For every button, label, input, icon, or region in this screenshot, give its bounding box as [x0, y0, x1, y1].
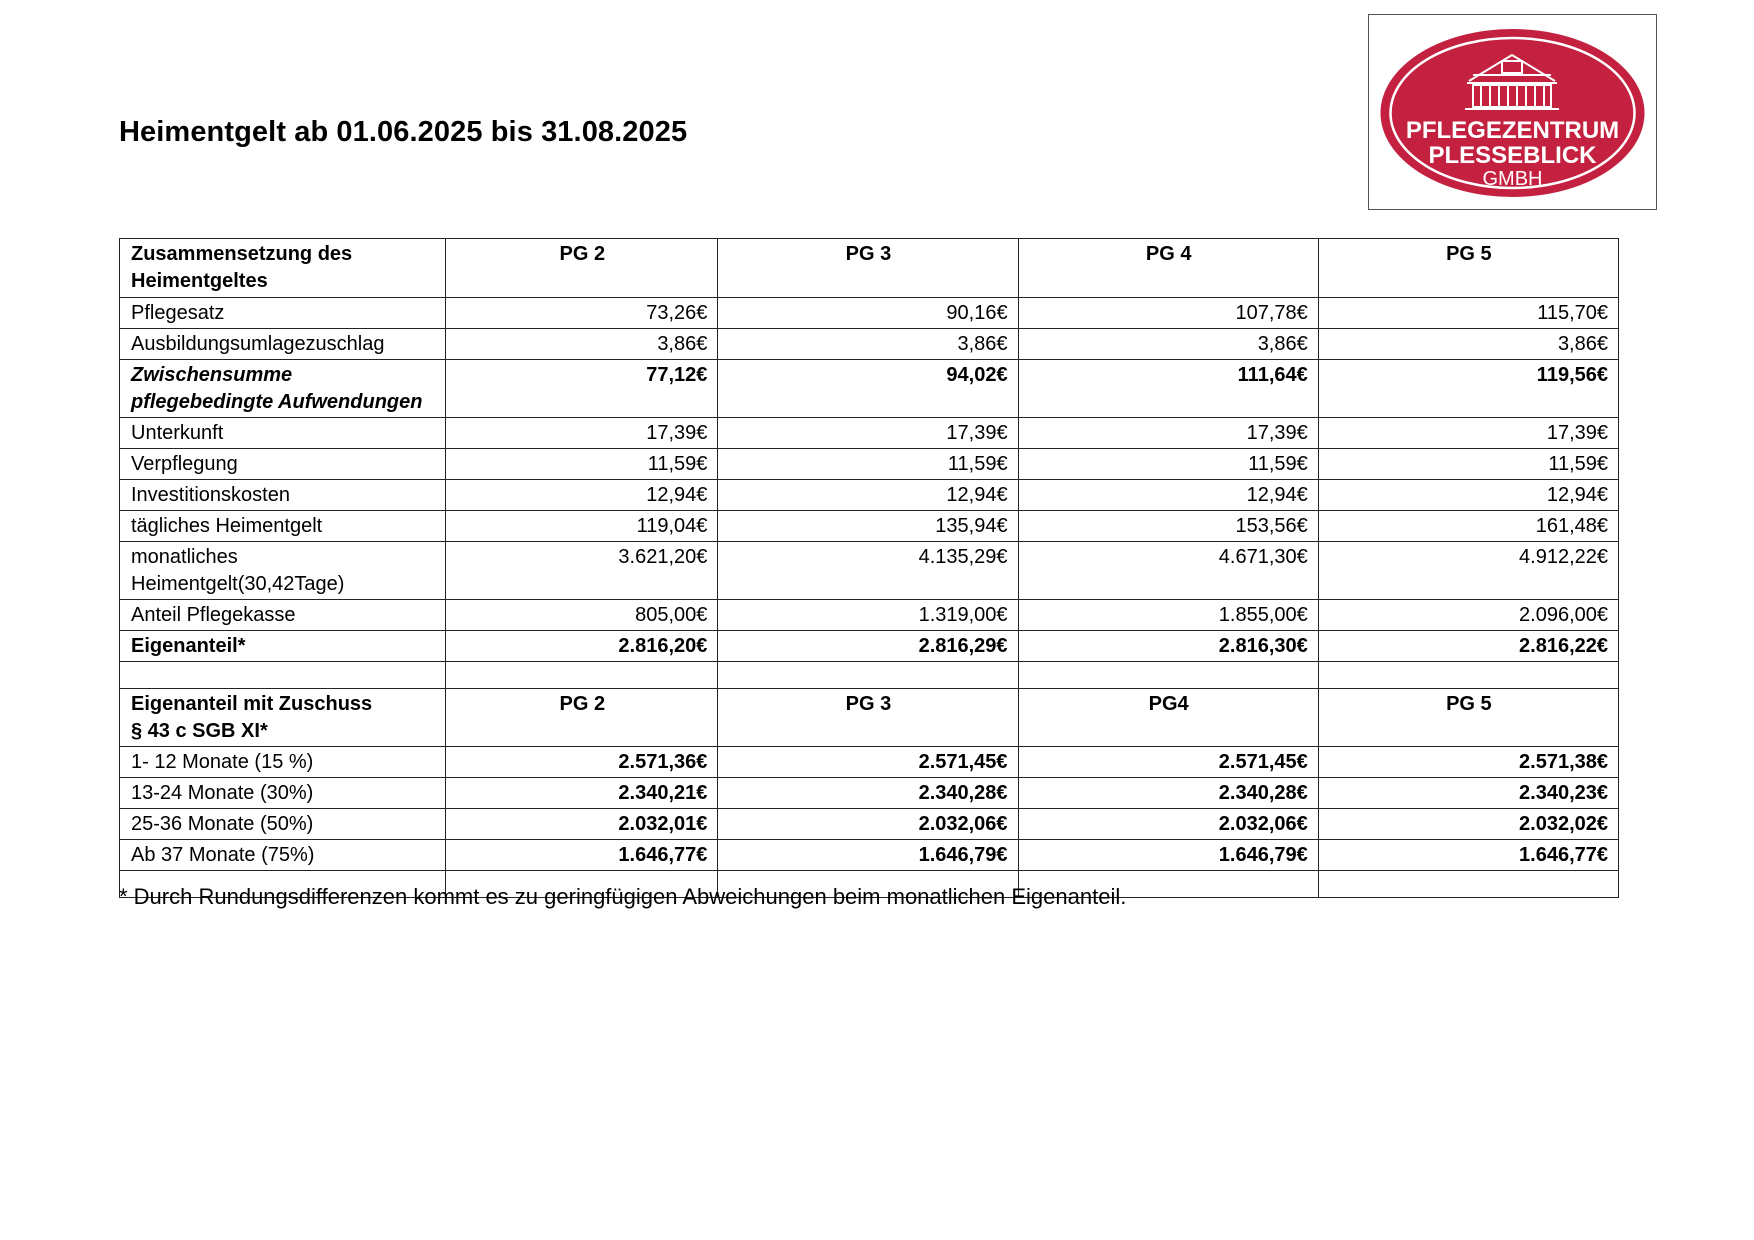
section2-label-line1: Eigenanteil mit Zuschuss: [131, 693, 373, 715]
row-label: Ausbildungsumlagezuschlag: [120, 329, 446, 360]
row-label: Zwischensumme pflegebedingte Aufwendungen: [120, 360, 446, 418]
cell-value: 73,26€: [446, 298, 718, 329]
cell-value: 12,94€: [1018, 480, 1318, 511]
row-label: Pflegesatz: [120, 298, 446, 329]
table-row: [120, 418, 1619, 449]
empty-cell: [120, 662, 446, 689]
cell-value: 2.816,22€: [1318, 631, 1618, 662]
table-header-row: [120, 239, 1619, 298]
cell-value: 3,86€: [718, 329, 1018, 360]
empty-cell: [446, 662, 718, 689]
cell-value: 3,86€: [446, 329, 718, 360]
section2-col-pg4: PG4: [1018, 689, 1318, 747]
fee-table: [119, 238, 1619, 898]
total-row: [120, 631, 1619, 662]
page-title: Heimentgelt ab 01.06.2025 bis 31.08.2025: [119, 116, 688, 148]
section2-label: [120, 689, 446, 747]
cell-value: 2.816,30€: [1018, 631, 1318, 662]
cell-value: 1.855,00€: [1018, 600, 1318, 631]
cell-value: 2.571,45€: [1018, 747, 1318, 778]
table-row: [120, 778, 1619, 809]
table-row: [120, 449, 1619, 480]
cell-value: 2.340,28€: [1018, 778, 1318, 809]
cell-value: 2.032,01€: [446, 809, 718, 840]
row-label: Eigenanteil*: [120, 631, 446, 662]
cell-value: 2.032,06€: [1018, 809, 1318, 840]
table-row: [120, 809, 1619, 840]
cell-value: 90,16€: [718, 298, 1018, 329]
row-label: 1- 12 Monate (15 %): [120, 747, 446, 778]
table-row: [120, 542, 1619, 600]
row-label: 13-24 Monate (30%): [120, 778, 446, 809]
empty-cell: [718, 662, 1018, 689]
table-row: [120, 747, 1619, 778]
section2-label-line2: § 43 c SGB XI*: [131, 720, 268, 742]
cell-value: 11,59€: [446, 449, 718, 480]
cell-value: 1.646,77€: [1318, 840, 1618, 871]
cell-value: 107,78€: [1018, 298, 1318, 329]
table-row: [120, 600, 1619, 631]
cell-value: 2.096,00€: [1318, 600, 1618, 631]
table-row: [120, 480, 1619, 511]
header-col-pg4: PG 4: [1018, 239, 1318, 298]
cell-value: 4.912,22€: [1318, 542, 1618, 600]
cell-value: 1.646,77€: [446, 840, 718, 871]
cell-value: 12,94€: [446, 480, 718, 511]
row-label: Ab 37 Monate (75%): [120, 840, 446, 871]
section2-header-row: [120, 689, 1619, 747]
empty-cell: [1018, 662, 1318, 689]
section2-col-pg2: PG 2: [446, 689, 718, 747]
cell-value: 2.032,06€: [718, 809, 1018, 840]
cell-value: 12,94€: [718, 480, 1018, 511]
header-col-pg3: PG 3: [718, 239, 1018, 298]
cell-value: 3,86€: [1318, 329, 1618, 360]
empty-cell: [1318, 871, 1618, 898]
logo-line2: PLESSEBLICK: [1428, 142, 1597, 169]
table-row: [120, 298, 1619, 329]
cell-value: 135,94€: [718, 511, 1018, 542]
cell-value: 153,56€: [1018, 511, 1318, 542]
table-row: [120, 840, 1619, 871]
cell-value: 119,04€: [446, 511, 718, 542]
cell-value: 115,70€: [1318, 298, 1618, 329]
cell-value: 2.816,29€: [718, 631, 1018, 662]
cell-value: 1.646,79€: [1018, 840, 1318, 871]
logo-line1: PFLEGEZENTRUM: [1405, 117, 1620, 144]
header-col-pg5: PG 5: [1318, 239, 1618, 298]
section2-col-pg5: PG 5: [1318, 689, 1618, 747]
cell-value: 2.340,28€: [718, 778, 1018, 809]
cell-value: 2.340,23€: [1318, 778, 1618, 809]
subtotal-row: [120, 360, 1619, 418]
row-label: monatliches Heimentgelt(30,42Tage): [120, 542, 446, 600]
cell-value: 1.319,00€: [718, 600, 1018, 631]
logo-line3: GMBH: [1482, 168, 1543, 190]
cell-value: 4.135,29€: [718, 542, 1018, 600]
cell-value: 4.671,30€: [1018, 542, 1318, 600]
cell-value: 94,02€: [718, 360, 1018, 418]
cell-value: 3,86€: [1018, 329, 1318, 360]
cell-value: 11,59€: [718, 449, 1018, 480]
cell-value: 77,12€: [446, 360, 718, 418]
cell-value: 3.621,20€: [446, 542, 718, 600]
row-label: 25-36 Monate (50%): [120, 809, 446, 840]
cell-value: 17,39€: [1318, 418, 1618, 449]
cell-value: 119,56€: [1318, 360, 1618, 418]
cell-value: 2.340,21€: [446, 778, 718, 809]
row-label: Anteil Pflegekasse: [120, 600, 446, 631]
cell-value: 11,59€: [1318, 449, 1618, 480]
header-label: Zusammensetzung des Heimentgeltes: [120, 239, 446, 298]
company-logo: [1368, 14, 1657, 210]
row-label: Investitionskosten: [120, 480, 446, 511]
cell-value: 161,48€: [1318, 511, 1618, 542]
cell-value: 1.646,79€: [718, 840, 1018, 871]
cell-value: 2.032,02€: [1318, 809, 1618, 840]
table-row: [120, 329, 1619, 360]
cell-value: 11,59€: [1018, 449, 1318, 480]
cell-value: 2.571,45€: [718, 747, 1018, 778]
cell-value: 805,00€: [446, 600, 718, 631]
cell-value: 2.571,38€: [1318, 747, 1618, 778]
header-col-pg2: PG 2: [446, 239, 718, 298]
cell-value: 2.816,20€: [446, 631, 718, 662]
section2-col-pg3: PG 3: [718, 689, 1018, 747]
row-label: tägliches Heimentgelt: [120, 511, 446, 542]
cell-value: 2.571,36€: [446, 747, 718, 778]
row-label: Verpflegung: [120, 449, 446, 480]
row-label: Unterkunft: [120, 418, 446, 449]
cell-value: 111,64€: [1018, 360, 1318, 418]
table-row: [120, 511, 1619, 542]
cell-value: 17,39€: [1018, 418, 1318, 449]
footnote: * Durch Rundungsdifferenzen kommt es zu geringfügigen Abweichungen beim monatlichen Eigenanteil.: [119, 884, 1127, 909]
spacer-row: [120, 662, 1619, 689]
logo-emblem: [1369, 15, 1656, 209]
cell-value: 17,39€: [718, 418, 1018, 449]
empty-cell: [1318, 662, 1618, 689]
cell-value: 17,39€: [446, 418, 718, 449]
cell-value: 12,94€: [1318, 480, 1618, 511]
